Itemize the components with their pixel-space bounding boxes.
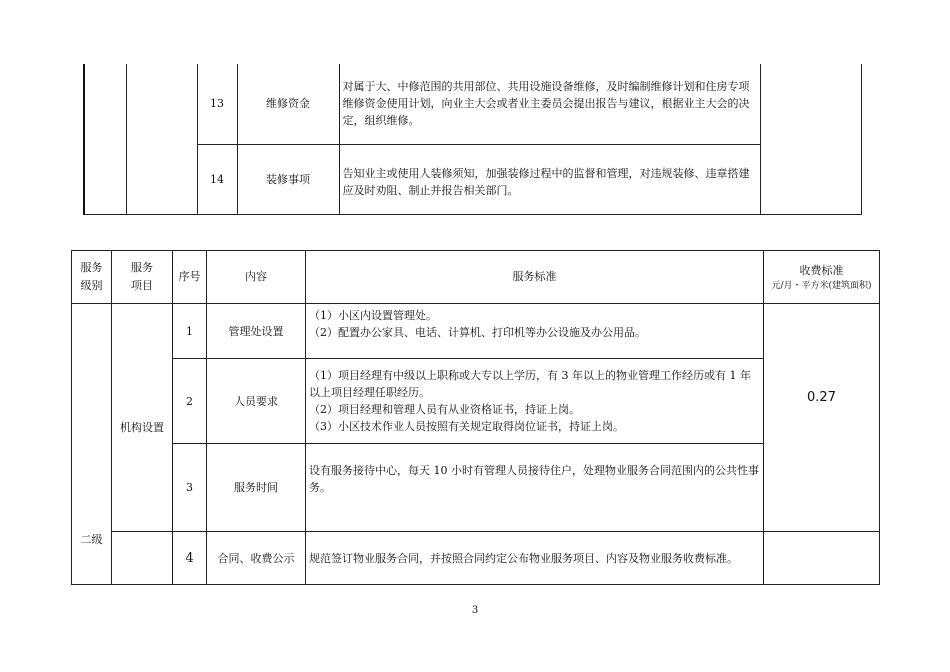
project-cell xyxy=(126,64,197,214)
fee-column-right-border xyxy=(861,64,862,215)
row-standard: 对属于大、中修范围的共用部位、共用设施设备维修，及时编制维修计划和住房专项维修资金使用计划，向业主大会或者业主委员会提出报告与建议，根据业主大会的决定，组织维修。 xyxy=(339,64,760,144)
table-row xyxy=(72,532,880,585)
table-row xyxy=(72,444,880,532)
table-row xyxy=(72,359,880,444)
level-value: 二级 xyxy=(72,304,112,585)
header-no: 序号 xyxy=(173,251,207,304)
fee-title: 收费标准 xyxy=(799,264,844,277)
row-number: 1 xyxy=(173,304,207,359)
header-content: 内容 xyxy=(207,251,306,304)
continued-service-table xyxy=(83,64,761,215)
header-standard: 服务标准 xyxy=(306,251,764,304)
row-number: 14 xyxy=(197,144,237,214)
project-cell-empty xyxy=(112,532,173,585)
fee-number: 0.27 xyxy=(807,390,836,405)
row-item: 装修事项 xyxy=(237,144,339,214)
fee-value xyxy=(764,304,880,532)
row-standard: 告知业主或使用人装修须知，加强装修过程中的监督和管理，对违规装修、违章搭建应及时劝阻、制止并报告相关部门。 xyxy=(339,144,760,214)
row-number: 4 xyxy=(173,532,207,585)
header-fee xyxy=(764,251,880,304)
header-row xyxy=(72,251,880,304)
standard-line: 规范签订物业服务合同，并按照合同约定公布物业服务项目、内容及物业服务收费标准。 xyxy=(309,551,738,565)
header-level: 服务级别 xyxy=(72,251,112,304)
row-item: 维修资金 xyxy=(237,64,339,144)
page-number: 3 xyxy=(471,605,479,616)
project-value: 机构设置 xyxy=(112,304,173,532)
row-number: 3 xyxy=(173,444,207,532)
header-project: 服务项目 xyxy=(112,251,173,304)
row-standard xyxy=(306,359,764,444)
row-content: 服务时间 xyxy=(207,444,306,532)
standard-line: （1）项目经理有中级以上职称或大专以上学历，有 3 年以上的物业管理工作经历或有 1 年以上项目经理任职经历。 xyxy=(309,369,751,399)
service-standard-table xyxy=(71,250,880,585)
fee-column-continuation xyxy=(759,214,862,215)
fee-cell-empty xyxy=(764,532,880,585)
row-standard xyxy=(306,444,764,532)
standard-line: （3）小区技术作业人员按照有关规定取得岗位证书，持证上岗。 xyxy=(309,420,624,433)
table-row xyxy=(72,304,880,359)
row-content: 管理处设置 xyxy=(207,304,306,359)
row-number: 13 xyxy=(197,64,237,144)
standard-line: 设有服务接待中心，每天 10 小时有管理人员接待住户，处理物业服务合同范围内的公共性事务。 xyxy=(309,464,759,494)
row-number: 2 xyxy=(173,359,207,444)
standard-line: （2）配置办公家具、电话、计算机、打印机等办公设施及办公用品。 xyxy=(309,326,646,339)
row-standard xyxy=(306,532,764,585)
level-cell xyxy=(84,64,126,214)
row-content: 合同、收费公示 xyxy=(207,532,306,585)
row-content: 人员要求 xyxy=(207,359,306,444)
standard-line: （1）小区内设置管理处。 xyxy=(309,309,437,322)
standard-line: （2）项目经理和管理人员有从业资格证书，持证上岗。 xyxy=(309,403,580,416)
fee-unit: 元/月・平方米(建筑面积) xyxy=(771,281,872,291)
row-standard xyxy=(306,304,764,359)
table-row xyxy=(84,64,760,144)
